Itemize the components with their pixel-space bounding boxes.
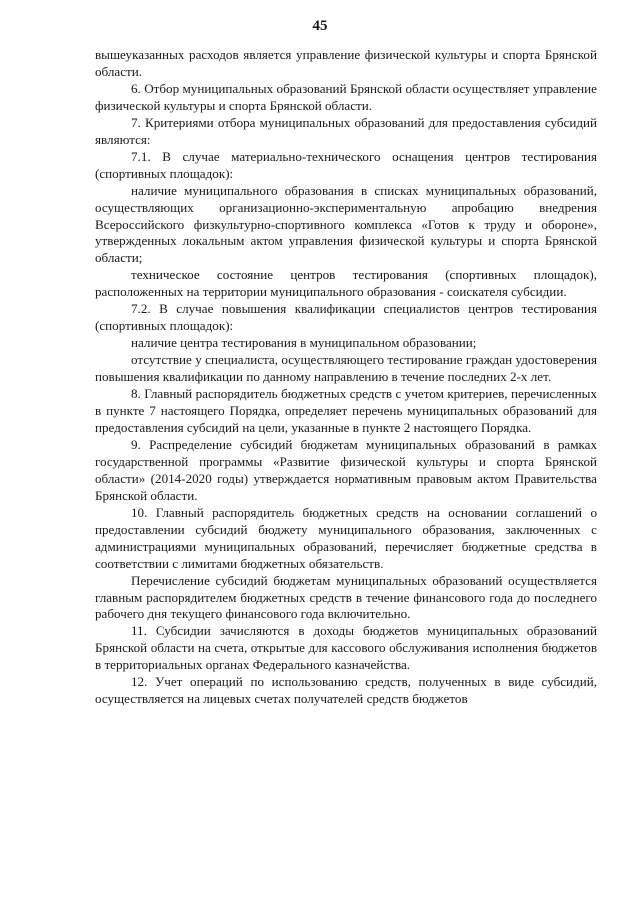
paragraph-7-1: 7.1. В случае материально-технического оснащения центров тестирования (спортивных площадок): [95,148,597,181]
body-text [95,47,597,708]
paragraph-12: 12. Учет операций по использованию средств, полученных в виде субсидий, осуществляется на лицевых счетах получателей средств бюджетов [95,674,597,707]
paragraph-continuation: вышеуказанных расходов является управление физической культуры и спорта Брянской области. [95,47,597,79]
page-number: 45 [312,18,328,34]
paragraph-10: 10. Главный распорядитель бюджетных средств на основании соглашений о предоставлении субсидий бюджету муниципального образования, заключенных с администрациями муниципальных образований, перечисляет бюджетные средства в соответствии с лимитами бюджетных обязательств. [95,504,597,571]
paragraph-7-2-criterion-b: отсутствие у специалиста, осуществляющего тестирование граждан удостоверения повышения квалификации по данному направлению в течение последних 2-х лет. [95,352,597,385]
paragraph-6: 6. Отбор муниципальных образований Брянской области осуществляет управление физической культуры и спорта Брянской области. [95,80,597,113]
paragraph-8: 8. Главный распорядитель бюджетных средств с учетом критериев, перечисленных в пункте 7 настоящего Порядка, определяет перечень муниципальных образований для предоставления субсидий на цели, указанные в пункте 2 настоящего Порядка. [95,386,597,435]
paragraph-7-2: 7.2. В случае повышения квалификации специалистов центров тестирования (спортивных площадок): [95,301,597,334]
paragraph-11: 11. Субсидии зачисляются в доходы бюджетов муниципальных образований Брянской области на счета, открытые для кассового обслуживания исполнения бюджетов в территориальных органах Федерального казначейства. [95,623,597,673]
paragraph-7: 7. Критериями отбора муниципальных образований для предоставления субсидий являются: [95,114,597,147]
paragraph-7-2-criterion-a: наличие центра тестирования в муниципальном образовании; [131,335,477,351]
paragraph-10-transfer: Перечисление субсидий бюджетам муниципальных образований осуществляется главным распорядителем бюджетных средств в течение финансового года до последнего рабочего дня текущего финансового года включительно. [95,572,597,622]
paragraph-7-1-criterion-b: техническое состояние центров тестирования (спортивных площадок), расположенных на территории муниципального образования - соискателя субсидии. [95,267,597,300]
paragraph-9: 9. Распределение субсидий бюджетам муниципальных образований в рамках государственной программы «Развитие физической культуры и спорта Брянской области» (2014-2020 годы) утверждается нормативным правовым актом Правительства Брянской области. [95,436,597,503]
paragraph-7-1-criterion-a: наличие муниципального образования в списках муниципальных образований, осуществляющих организационно-экспериментальную апробацию внедрения Всероссийского физкультурно-спортивного комплекса «Готов к труду и обороне», утвержденных локальным актом управления физической культуры и спорта Брянской области; [95,182,597,266]
